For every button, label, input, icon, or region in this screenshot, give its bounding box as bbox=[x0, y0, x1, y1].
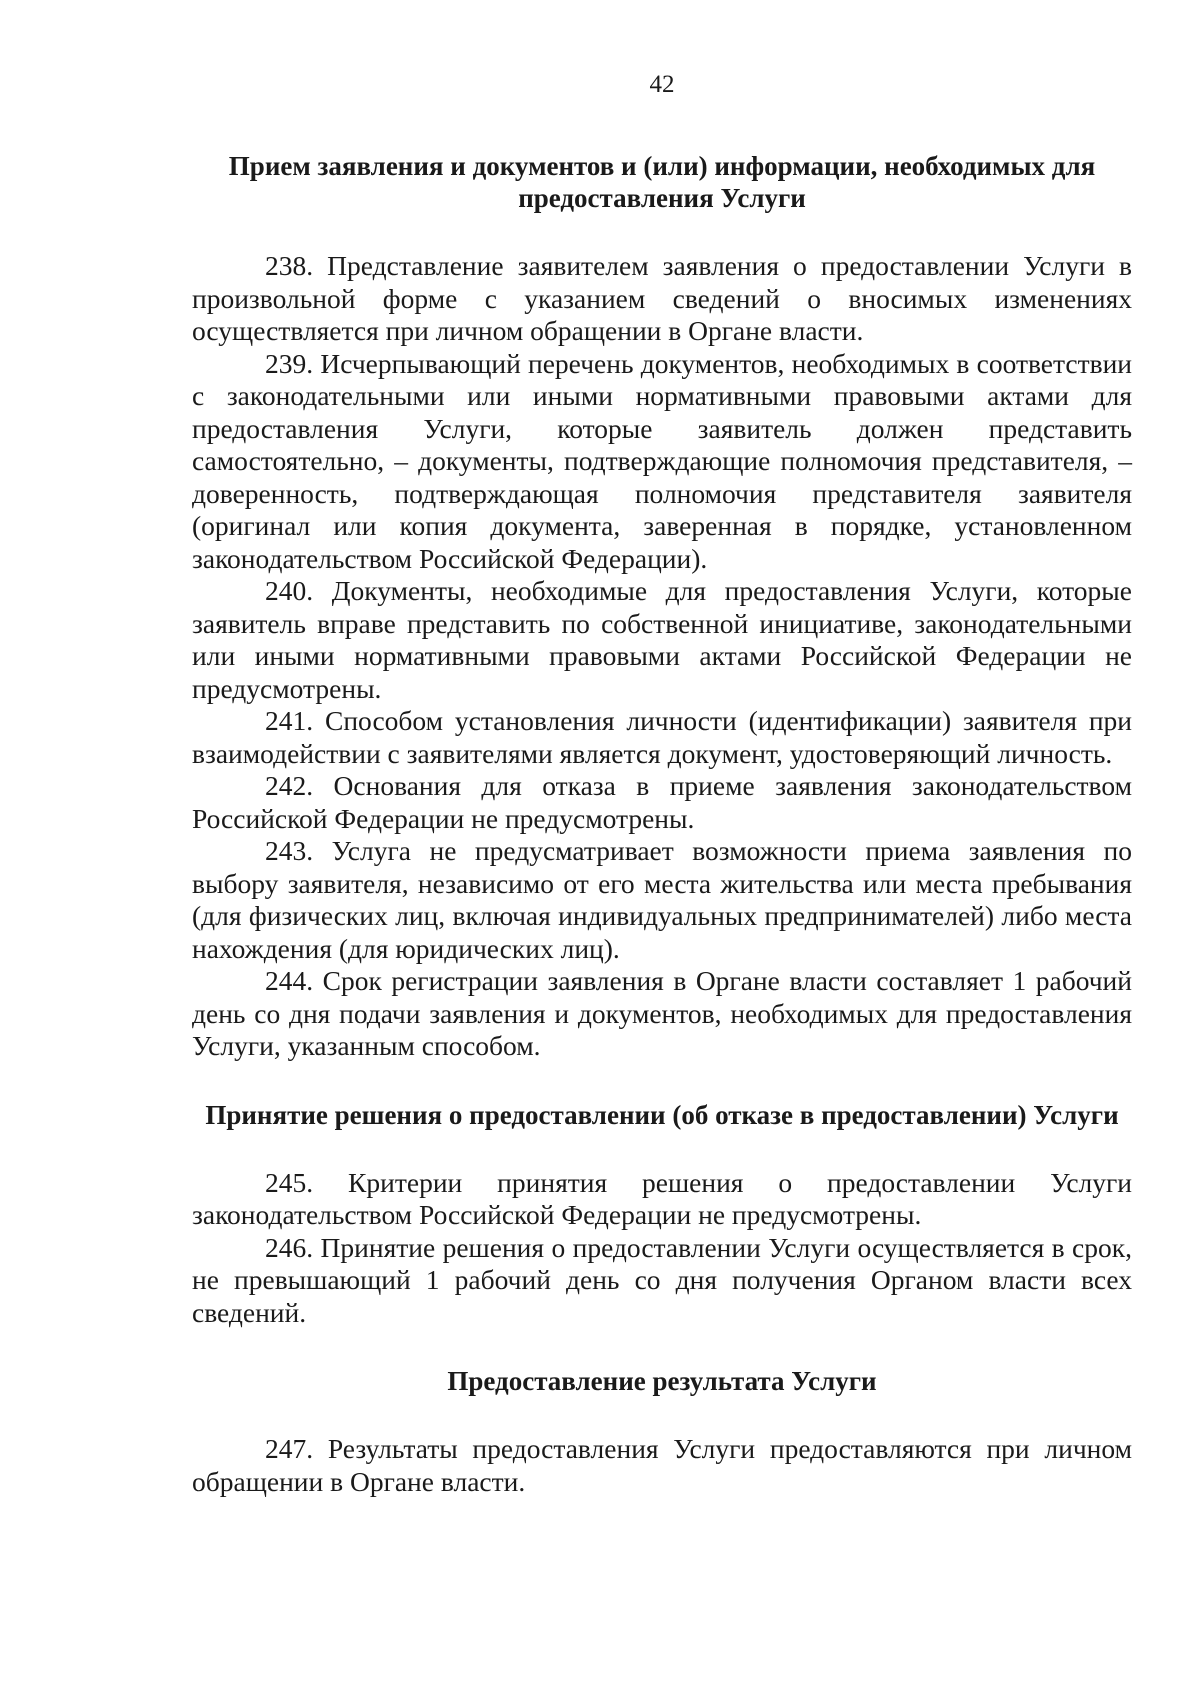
section-application-intake bbox=[192, 150, 1132, 1063]
clause-244: 244. Срок регистрации заявления в Органе власти составляет 1 рабочий день со дня подачи заявления и документов, необходимых для предоставления Услуги, указанным способом. bbox=[192, 965, 1132, 1061]
section-heading: Прием заявления и документов и (или) информации, необходимых для предоставления Услуги bbox=[228, 151, 1096, 213]
clause-245: 245. Критерии принятия решения о предоставлении Услуги законодательством Российской Федерации не предусмотрены. bbox=[192, 1166, 1132, 1230]
clause-241: 241. Способом установления личности (идентификации) заявителя при взаимодействии с заявителями является документ, удостоверяющий личность. bbox=[192, 705, 1132, 769]
section-result-delivery bbox=[192, 1365, 1132, 1498]
page-number: 42 bbox=[649, 71, 675, 98]
section-heading: Принятие решения о предоставлении (об отказе в предоставлении) Услуги bbox=[205, 1099, 1119, 1130]
clause-239: 239. Исчерпывающий перечень документов, необходимых в соответствии с законодательными или иными нормативными правовыми актами для предоставления Услуги, которые заявитель должен представить самостоятельно, – документы, подтверждающие полномочия представителя, – доверенность, подтверждающая полномочия представителя заявителя (оригинал или копия документа, заверенная в порядке, установленном законодательством Российской Федерации). bbox=[192, 347, 1132, 574]
clause-240: 240. Документы, необходимые для предоставления Услуги, которые заявитель вправе представить по собственной инициативе, законодательными или иными нормативными правовыми актами Российской Федерации не предусмотрены. bbox=[192, 575, 1132, 704]
clause-243: 243. Услуга не предусматривает возможности приема заявления по выбору заявителя, независимо от его места жительства или места пребывания (для физических лиц, включая индивидуальных предпринимателей) либо места нахождения (для юридических лиц). bbox=[192, 835, 1132, 964]
clause-238: 238. Представление заявителем заявления о предоставлении Услуги в произвольной форме с указанием сведений о вносимых изменениях осуществляется при личном обращении в Органе власти. bbox=[192, 250, 1132, 346]
clause-242: 242. Основания для отказа в приеме заявления законодательством Российской Федерации не предусмотрены. bbox=[192, 770, 1132, 834]
document-body bbox=[192, 150, 1132, 1498]
clause-247: 247. Результаты предоставления Услуги предоставляются при личном обращении в Органе власти. bbox=[192, 1433, 1132, 1497]
clause-246: 246. Принятие решения о предоставлении Услуги осуществляется в срок, не превышающий 1 рабочий день со дня получения Органом власти всех сведений. bbox=[192, 1231, 1132, 1328]
section-heading: Предоставление результата Услуги bbox=[447, 1366, 877, 1396]
section-decision-making bbox=[192, 1099, 1132, 1330]
